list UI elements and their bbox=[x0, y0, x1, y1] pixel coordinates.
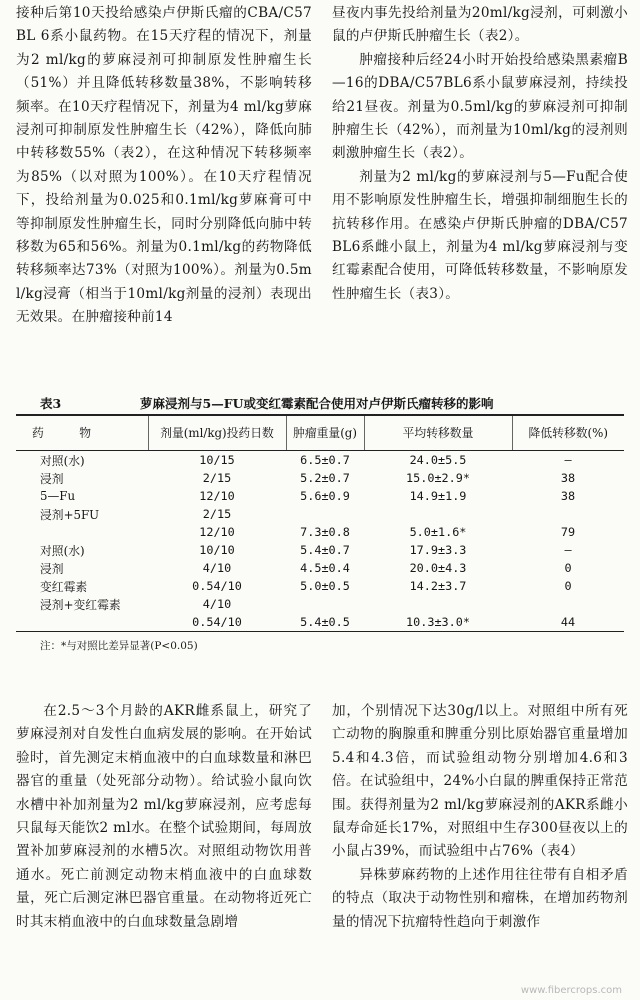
table-cell: 0 bbox=[564, 579, 572, 593]
table-row bbox=[16, 469, 624, 487]
table-cell: — bbox=[564, 453, 572, 467]
table-cell bbox=[364, 595, 512, 613]
table-row bbox=[16, 487, 624, 505]
paragraph: 剂量为2 ml/kg的萝麻浸剂与5—Fu配合使用不影响原发性肿瘤生长，增强抑制细胞生长的抗转移作用。在感染卢伊斯氏肿瘤的DBA/C57BL6系雌小鼠上，剂量为4 ml/kg萝麻浸剂与变红霉素配合使用，可降低转移数量，不影响原发性肿瘤生长（表3）。 bbox=[332, 168, 628, 302]
table-cell: 17.9±3.3 bbox=[409, 543, 467, 557]
table-row bbox=[16, 541, 624, 559]
paragraph: 接种后第10天投给感染卢伊斯氏瘤的CBA/C57BL 6系小鼠药物。在15天疗程的情况下，剂量为2 ml/kg的萝麻浸剂可抑制原发性肿瘤生长（51%）并且降低转移数量38%，不影响转移频率。在10天疗程情况下，剂量为4 ml/kg萝麻浸剂可抑制原发性肿瘤生长（42%），降低向肺中转移数55%（表2），在这种情况下转移频率为85%（以对照为100%）。在10天疗程情况下，投给剂量为0.025和0.1ml/kg萝麻膏可中等抑制原发性肿瘤生长，同时分别降低向肺中转移数为65和56%。剂量为0.1ml/kg的药物降低转移频率达73%（对照为100%）。剂量为0.5ml/kg浸膏（相当于10ml/kg剂量的浸剂）表现出无效果。在肿瘤接种前14 bbox=[16, 5, 312, 326]
table-cell: 2/15 bbox=[202, 507, 232, 521]
table-cell: 12/10 bbox=[199, 525, 235, 539]
table-cell bbox=[512, 505, 624, 523]
table-cell: 0.54/10 bbox=[192, 615, 242, 629]
table-cell: — bbox=[564, 543, 572, 557]
table-cell: 2/15 bbox=[202, 471, 232, 485]
table-cell: 14.2±3.7 bbox=[409, 579, 467, 593]
table-cell: 对照(水) bbox=[40, 543, 85, 558]
table-cell bbox=[286, 595, 364, 613]
paragraph: 加，个别情况下达30g/l以上。对照组中所有死亡动物的胸腺重和脾重分别比原始器官重量增加5.4和4.3倍，而试验组动物分别增加4.6和3倍。在试验组中，24%小白鼠的脾重保持正常范围。获得剂量为2 ml/kg萝麻浸剂的AKR系雌小鼠寿命延长17%，对照组中生存300昼夜以上的小鼠占39%，而试验组中占76%（表4） bbox=[332, 703, 628, 860]
table-cell: 4.5±0.4 bbox=[300, 561, 350, 575]
data-table bbox=[16, 414, 624, 632]
table-cell: 5.0±0.5 bbox=[300, 579, 350, 593]
table-cell: 14.9±1.9 bbox=[409, 489, 467, 503]
table-cell: 20.0±4.3 bbox=[409, 561, 467, 575]
text-column-top-right bbox=[332, 2, 628, 306]
table-cell: 5.2±0.7 bbox=[300, 471, 350, 485]
table-row bbox=[16, 523, 624, 541]
table-cell bbox=[512, 595, 624, 613]
table-cell: 5—Fu bbox=[40, 489, 76, 503]
table-cell: 5.0±1.6* bbox=[409, 525, 467, 539]
table-row bbox=[16, 595, 624, 613]
table-cell: 5.4±0.7 bbox=[300, 543, 350, 557]
table-cell bbox=[364, 505, 512, 523]
table-cell: 79 bbox=[560, 525, 576, 539]
text-column-bottom-right bbox=[332, 700, 628, 934]
table-cell: 0.54/10 bbox=[192, 579, 242, 593]
table-cell: 变红霉素 bbox=[40, 579, 88, 594]
table-cell: 38 bbox=[560, 489, 576, 503]
table-cell: 4/10 bbox=[202, 561, 232, 575]
text-column-top-left bbox=[16, 2, 312, 330]
table-title: 萝麻浸剂与5—FU或变红霉素配合使用对卢伊斯氏瘤转移的影响 bbox=[140, 396, 494, 411]
header-tumor-weight: 肿瘤重量(g) bbox=[286, 415, 364, 451]
table-row bbox=[16, 577, 624, 595]
header-dose-days: 剂量(ml/kg)投药日数 bbox=[148, 415, 286, 451]
table-cell: 6.5±0.7 bbox=[300, 453, 350, 467]
table-cell: 12/10 bbox=[199, 489, 235, 503]
table-cell: 浸剂+5FU bbox=[40, 507, 100, 522]
table-number: 表3 bbox=[40, 396, 62, 411]
header-avg-metastasis: 平均转移数量 bbox=[364, 415, 512, 451]
header-reduction: 降低转移数(%) bbox=[512, 415, 624, 451]
paragraph: 在2.5～3个月龄的AKR雌系鼠上，研究了萝麻浸剂对自发性白血病发展的影响。在开始试验时，首先测定末梢血液中的白血球数量和淋巴器官的重量（处死部分动物）。给试验小鼠向饮水槽中补加剂量为2 ml/kg萝麻浸剂，应考虑每只鼠每天能饮2 ml水。在整个试验期间，每周放置补加萝麻浸剂的水槽5次。对照组动物饮用普通水。死亡前测定动物末梢血液中的白血球数量，死亡后测定淋巴器官重量。在动物将近死亡时其末梢血液中的白血球数量急剧增 bbox=[16, 703, 312, 930]
table-cell: 5.6±0.9 bbox=[300, 489, 350, 503]
table-caption bbox=[16, 394, 624, 414]
table-cell: 0 bbox=[564, 561, 572, 575]
table-cell: 10/15 bbox=[199, 453, 235, 467]
table-cell: 对照(水) bbox=[40, 453, 85, 468]
table-row bbox=[16, 505, 624, 523]
table-cell bbox=[16, 523, 148, 541]
paragraph: 昼夜内事先投给剂量为20ml/kg浸剂，可刺激小鼠的卢伊斯氏肿瘤生长（表2）。 bbox=[332, 5, 628, 45]
table-cell: 24.0±5.5 bbox=[409, 453, 467, 467]
table-cell: 10/10 bbox=[199, 543, 235, 557]
table-cell: 4/10 bbox=[202, 597, 232, 611]
paragraph: 肿瘤接种后经24小时开始投给感染黑素瘤B—16的DBA/C57BL6系小鼠萝麻浸剂，持续投给21昼夜。剂量为0.5ml/kg的萝麻浸剂可抑制肿瘤生长（42%），而剂量为10ml/kg的浸剂则刺激肿瘤生长（表2）。 bbox=[332, 51, 628, 162]
table-row bbox=[16, 613, 624, 632]
table-cell: 44 bbox=[560, 615, 576, 629]
header-drug: 药 物 bbox=[16, 415, 148, 451]
table-cell bbox=[16, 613, 148, 632]
table-cell: 浸剂 bbox=[40, 471, 64, 486]
table-cell bbox=[286, 505, 364, 523]
paragraph: 异株萝麻药物的上述作用往往带有自相矛盾的特点（取决于动物性别和瘤株，在增加药物剂量的情况下抗瘤特性趋向于刺激作 bbox=[332, 866, 628, 930]
table-cell: 7.3±0.8 bbox=[300, 525, 350, 539]
table-cell: 38 bbox=[560, 471, 576, 485]
text-column-bottom-left bbox=[16, 700, 312, 934]
table-3 bbox=[16, 394, 624, 654]
table-cell: 15.0±2.9* bbox=[406, 471, 470, 485]
table-cell: 浸剂 bbox=[40, 561, 64, 576]
table-row bbox=[16, 451, 624, 470]
table-cell: 5.4±0.5 bbox=[300, 615, 350, 629]
table-note: 注：*与对照比差异显著(P<0.05) bbox=[40, 640, 198, 652]
table-row bbox=[16, 559, 624, 577]
table-header-row bbox=[16, 415, 624, 451]
table-cell: 10.3±3.0* bbox=[406, 615, 470, 629]
watermark: www.fibercrops.com bbox=[520, 985, 622, 996]
table-cell: 浸剂+变红霉素 bbox=[40, 597, 121, 612]
